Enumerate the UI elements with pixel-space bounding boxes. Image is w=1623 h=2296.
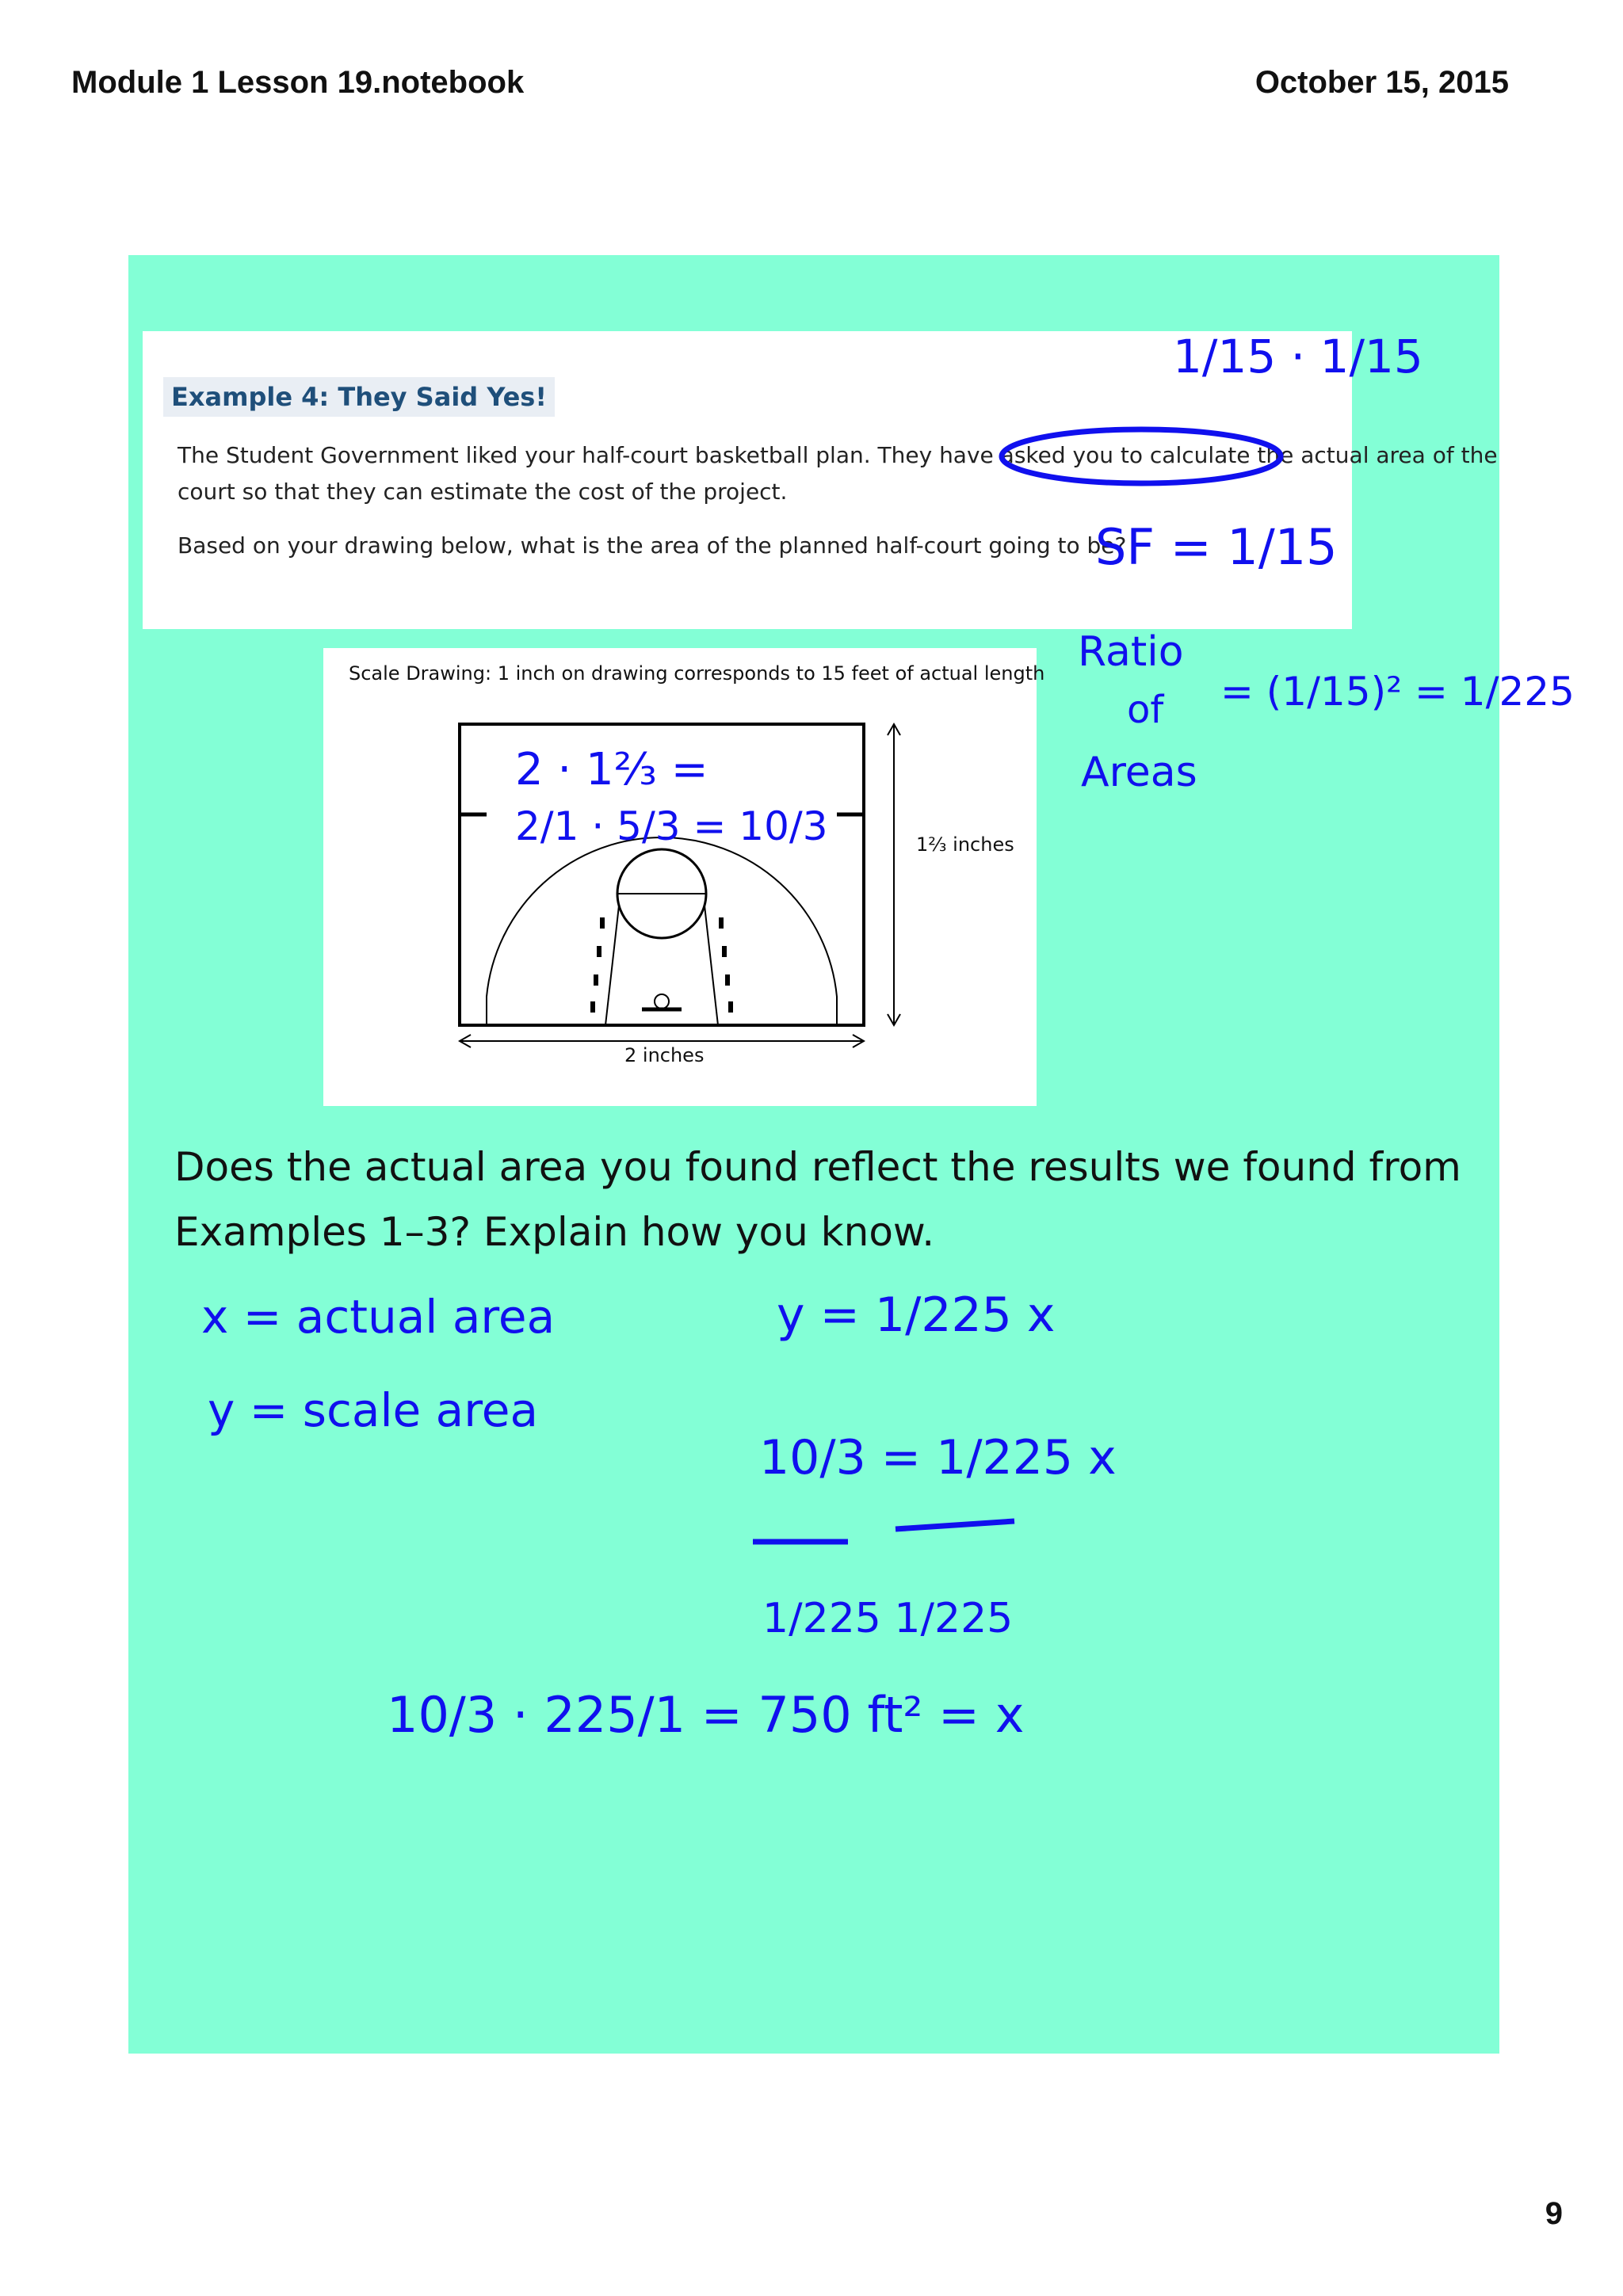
ink-y-definition: y = scale area: [208, 1383, 539, 1437]
ink-circle-actual-area: [1002, 429, 1281, 483]
example-paragraph-line2: court so that they can estimate the cost of the project.: [178, 479, 788, 505]
ink-equation-2-divisor: 1/225 1/225: [762, 1595, 1014, 1642]
page-number: 9: [1545, 2196, 1563, 2231]
ink-court-calc-1: 2 · 1⅔ =: [515, 744, 708, 795]
example-title: Example 4: They Said Yes!: [163, 377, 555, 417]
ink-equation-1: y = 1/225 x: [777, 1287, 1056, 1343]
ink-scale-factor: SF = 1/15: [1095, 518, 1338, 576]
ink-ratio-eq: = (1/15)² = 1/225: [1220, 669, 1575, 715]
scale-drawing-title: Scale Drawing: 1 inch on drawing corresponds to 15 feet of actual length: [349, 662, 1045, 685]
ink-fraction-bar-right: [896, 1521, 1014, 1529]
ink-ratio-label-2: of: [1127, 688, 1164, 732]
ink-equation-2: 10/3 = 1/225 x: [759, 1430, 1117, 1486]
ink-x-definition: x = actual area: [201, 1290, 556, 1344]
page-date: October 15, 2015: [1254, 65, 1509, 100]
ink-top-product: 1/15 · 1/15: [1173, 330, 1423, 383]
example-question: Based on your drawing below, what is the area of the planned half-court going to be?: [178, 532, 1127, 559]
discussion-line2: Examples 1–3? Explain how you know.: [174, 1209, 935, 1255]
example-paragraph-line1: The Student Government liked your half-court basketball plan. They have asked you to calculate the actual area of the: [178, 442, 1498, 468]
page-title: Module 1 Lesson 19.notebook: [71, 65, 525, 100]
ink-ratio-label-3: Areas: [1081, 749, 1197, 796]
discussion-line1: Does the actual area you found reflect the results we found from: [174, 1144, 1461, 1190]
ink-court-calc-2: 2/1 · 5/3 = 10/3: [515, 803, 828, 849]
ink-ratio-label-1: Ratio: [1078, 628, 1184, 676]
width-dimension-label: 2 inches: [624, 1044, 705, 1066]
height-dimension-label: 1⅔ inches: [916, 833, 1014, 856]
ink-final-calc: 10/3 · 225/1 = 750 ft² = x: [387, 1686, 1025, 1744]
